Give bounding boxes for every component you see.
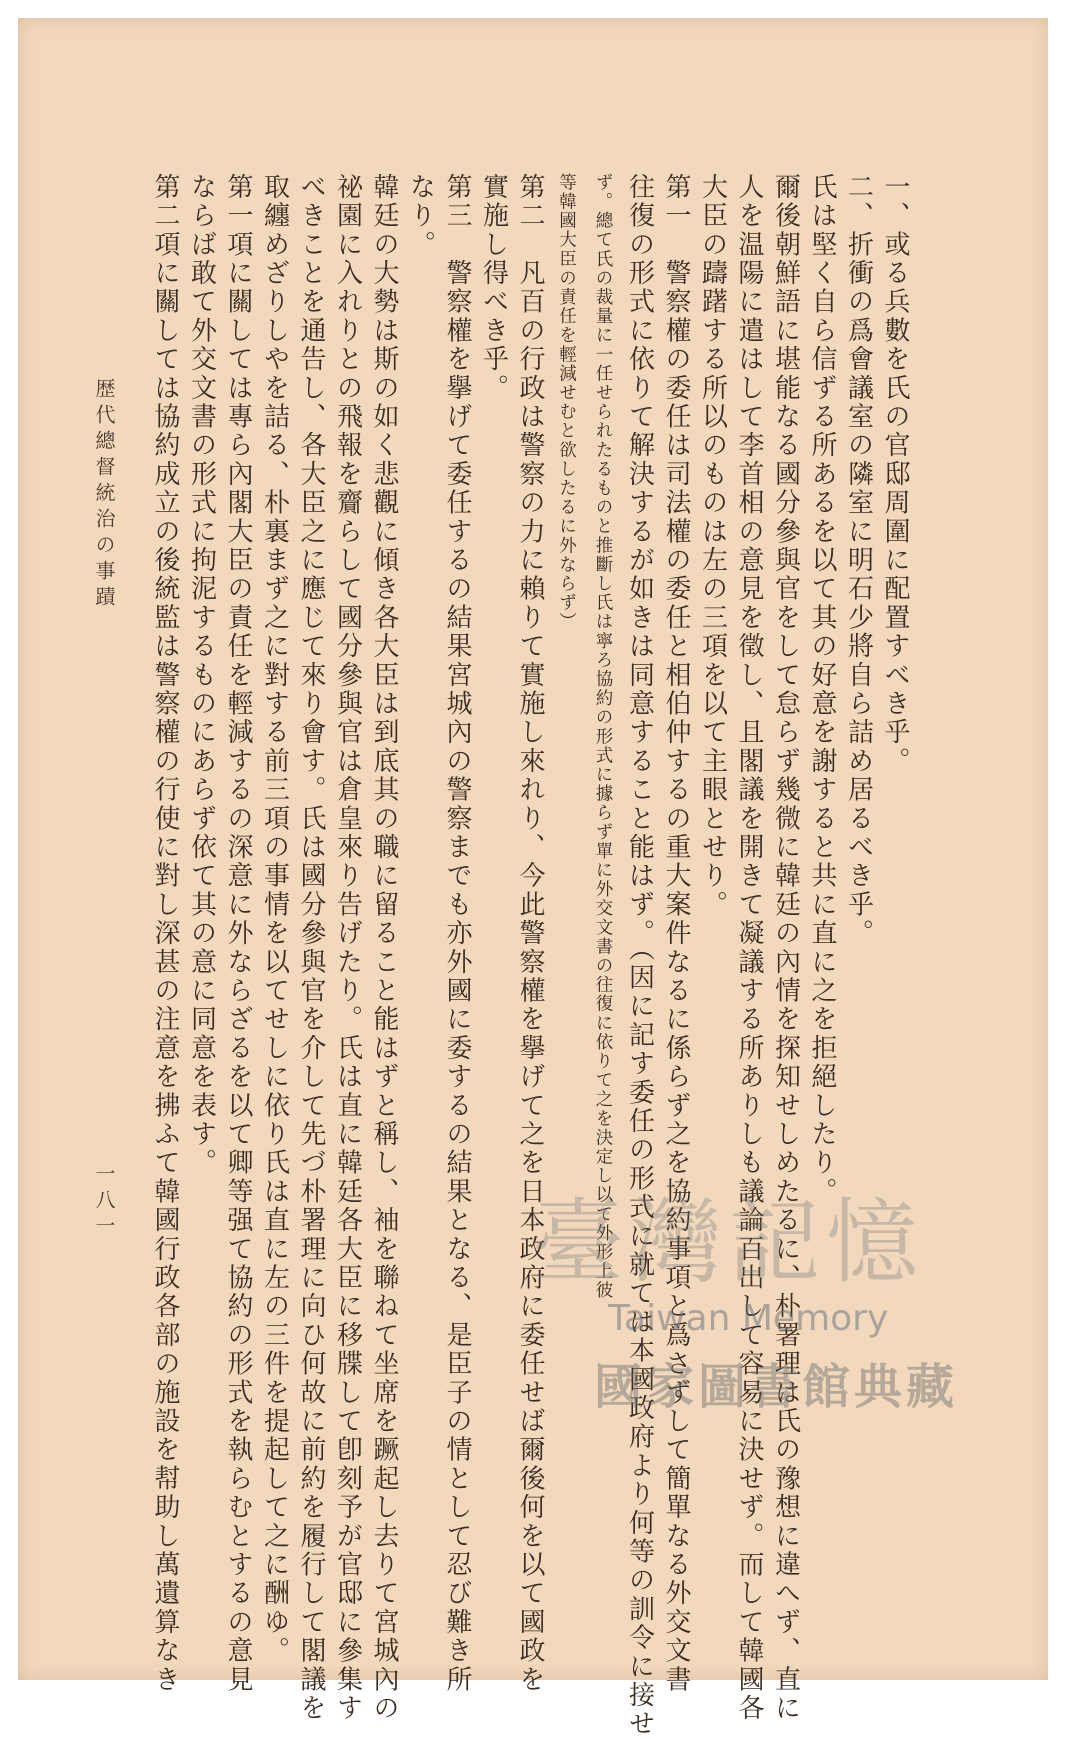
text-line: べきことを通告し、各大臣之に應じて來り會す。氏は國分參與官を介して先づ朴署理に向ひ何故に前約を履行して閣議を	[296, 173, 326, 1723]
text-line: 二、折衝の爲會議室の隣室に明石少將自ら詰め居るべき乎。	[843, 173, 874, 948]
page-number: 一八一	[92, 1163, 116, 1241]
text-line: 人を温陽に遣はして李首相の意見を徵し、且閣議を開きて凝議する所ありしも議論百出して容易に決せず。而して韓國各	[734, 173, 764, 1723]
text-line: 第一 警察權の委任は司法權の委任と相伯仲するの重大案件なるに係らず之を協約事項と爲さずして簡單なる外交文書	[661, 173, 691, 1695]
text-line: 大臣の躊躇する所以のものは左の三項を以て主眼とせり。	[697, 173, 728, 920]
watermark-subtitle: 國家圖書館典藏	[593, 1359, 958, 1415]
text-line: なり。	[405, 173, 436, 260]
watermark	[498, 1188, 958, 1428]
watermark-english: Taiwan Memory	[608, 1298, 889, 1339]
text-line: 取纏めざりしやを詰る、朴裏まず之に對する前三項の事情を以てせしに依り氏は直に左の三件を提起して之に酬ゆ。	[259, 173, 290, 1666]
watermark-title: 臺灣記憶	[531, 1189, 924, 1296]
book-page	[18, 18, 1048, 1739]
text-line: 往復の形式に依りて解決するが如きは同意すること能はず。（因に記す委任の形式に就ては本國政府より何等の訓令に接せ	[624, 173, 655, 1739]
text-line: 第三 警察權を擧げて委任するの結果宮城內の警察までも亦外國に委するの結果となる、是臣子の情として忍び難き所	[442, 173, 472, 1695]
running-head: 歴代總督統治の事蹟	[92, 378, 116, 612]
text-line: 第二 凡百の行政は警察の力に賴りて實施し來れり、今此警察權を擧げて之を日本政府に委任せば爾後何を以て國政を	[515, 173, 545, 1695]
text-line: 爾後朝鮮語に堪能なる國分參與官をして怠らず幾微に韓廷の內情を探知せしめたるに、朴署理は氏の豫想に違へず、直に	[770, 173, 801, 1723]
text-line: 第一項に關しては專ら內閣大臣の責任を輕減するの深意に外ならざるを以て卿等强て協約の形式を執らむとするの意見	[223, 173, 253, 1695]
text-line: 氏は堅く自ら信ずる所あるを以て其の好意を謝すると共に直に之を拒絕したり。	[807, 173, 837, 1207]
text-line: 韓廷の大勢は斯の如く悲觀に傾き各大臣は到底其の職に留ること能はずと稱し、袖を聯ねて坐席を蹶起し去りて宮城內の	[369, 173, 399, 1723]
text-line: ず。總て氏の裁量に一任せられたるものと推斷し氏は寧ろ協約の形式に據らず單に外交文書の往復に依りて之を決定し以て外形上彼	[593, 173, 613, 1300]
text-line: 實施し得べき乎。	[478, 173, 509, 403]
text-line: 一、或る兵數を氏の官邸周圍に配置すべき乎。	[880, 173, 910, 776]
text-line: 祕園に入れりとの飛報を齎らして國分參與官は倉皇來り告げたり。氏は直に韓廷各大臣に移牒して卽刻予が官邸に參集す	[332, 173, 363, 1723]
text-line: 等韓國大臣の責任を輕減せむと欲したるに外ならず）	[556, 173, 577, 632]
text-line: 第二項に關しては協約成立の後統監は警察權の行使に對し深甚の注意を拂ふて韓國行政各部の施設を幇助し萬遺算なき	[150, 173, 180, 1695]
text-line: ならば敢て外交文書の形式に拘泥するものにあらず依て其の意に同意を表す。	[186, 173, 217, 1178]
